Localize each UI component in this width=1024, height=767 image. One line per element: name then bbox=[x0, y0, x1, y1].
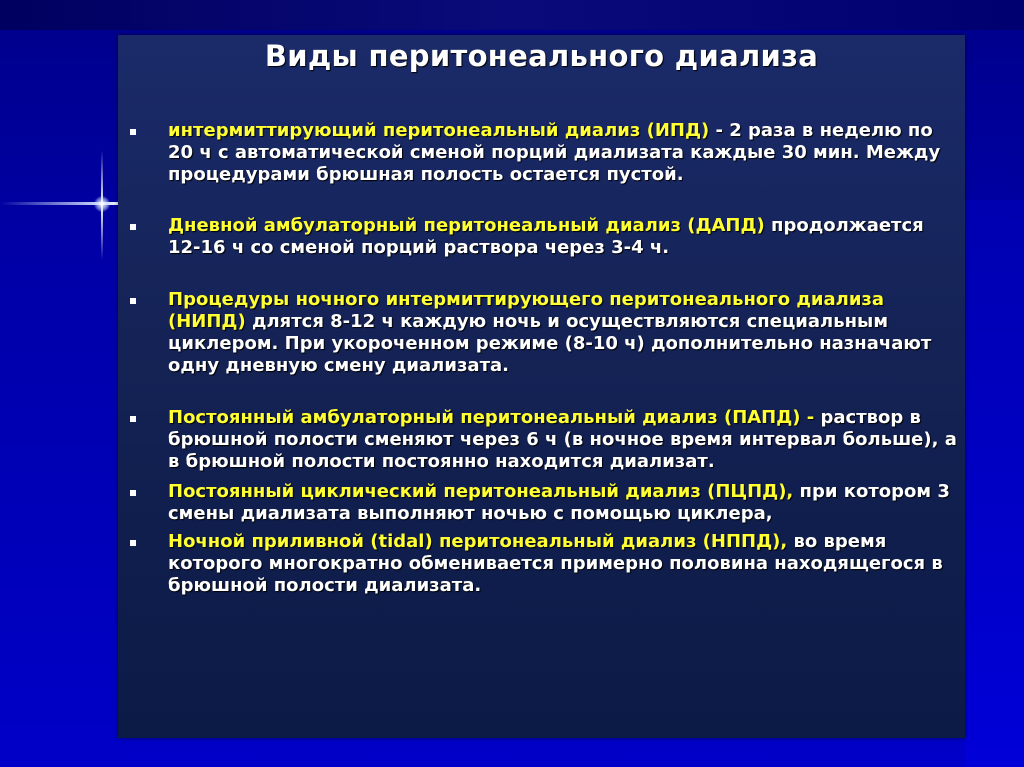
light-flare-horizontal bbox=[0, 202, 130, 205]
bullet-list bbox=[128, 120, 958, 597]
square-bullet-icon bbox=[130, 224, 136, 230]
bullet-ipd bbox=[128, 120, 958, 186]
bullet-dapd bbox=[128, 215, 958, 259]
bullet-description: продолжается 12-16 ч со сменой порций раствора через 3-4 ч. bbox=[168, 215, 924, 258]
bullet-nipd bbox=[128, 289, 958, 377]
bullet-text bbox=[168, 407, 958, 473]
bullet-description: раствор в брюшной полости сменяют через 6 ч (в ночное время интервал больше), а в брюшной полости постоянно находится диализат. bbox=[168, 407, 957, 472]
bullet-text bbox=[168, 531, 958, 597]
bullet-text bbox=[168, 215, 958, 259]
bullet-pcpd bbox=[128, 481, 958, 525]
bullet-text bbox=[168, 481, 958, 525]
bullet-term: Постоянный циклический перитонеальный диализ (ПЦПД), bbox=[168, 481, 794, 502]
bullet-term: интермиттирующий перитонеальный диализ (ИПД) bbox=[168, 120, 710, 141]
bullet-term: Ночной приливной (tidal) перитонеальный диализ (НППД), bbox=[168, 531, 788, 552]
slide-title: Виды перитонеального диализа bbox=[264, 39, 819, 73]
bullet-term: Постоянный амбулаторный перитонеальный диализ (ПАПД) - bbox=[168, 407, 815, 428]
background-right-band bbox=[965, 200, 1024, 767]
square-bullet-icon bbox=[130, 490, 136, 496]
bullet-description: - 2 раза в неделю по 20 ч с автоматической сменой порций диализата каждые 30 мин. Между процедурами брюшная полость остается пустой. bbox=[168, 120, 941, 185]
background-top-band bbox=[0, 0, 1024, 30]
square-bullet-icon bbox=[130, 298, 136, 304]
bullet-description: во время которого многократно обменивается примерно половина находящегося в брюшной полости диализата. bbox=[168, 531, 943, 596]
bullet-description: длятся 8-12 ч каждую ночь и осуществляются специальным циклером. При укороченном режиме (8-10 ч) дополнительно назначают одну дневную смену диализата. bbox=[168, 311, 932, 376]
bullet-term: Дневной амбулаторный перитонеальный диализ (ДАПД) bbox=[168, 215, 765, 236]
square-bullet-icon bbox=[130, 416, 136, 422]
light-flare-center bbox=[94, 196, 110, 212]
square-bullet-icon bbox=[130, 540, 136, 546]
bullet-papd bbox=[128, 407, 958, 473]
bullet-description: при котором 3 смены диализата выполняют ночью с помощью циклера, bbox=[168, 481, 950, 524]
content-panel bbox=[118, 35, 965, 738]
square-bullet-icon bbox=[130, 129, 136, 135]
bullet-text bbox=[168, 289, 958, 377]
bullet-term: Процедуры ночного интермиттирующего перитонеального диализа (НИПД) bbox=[168, 289, 885, 332]
bullet-text bbox=[168, 120, 958, 186]
bullet-nppd bbox=[128, 531, 958, 597]
